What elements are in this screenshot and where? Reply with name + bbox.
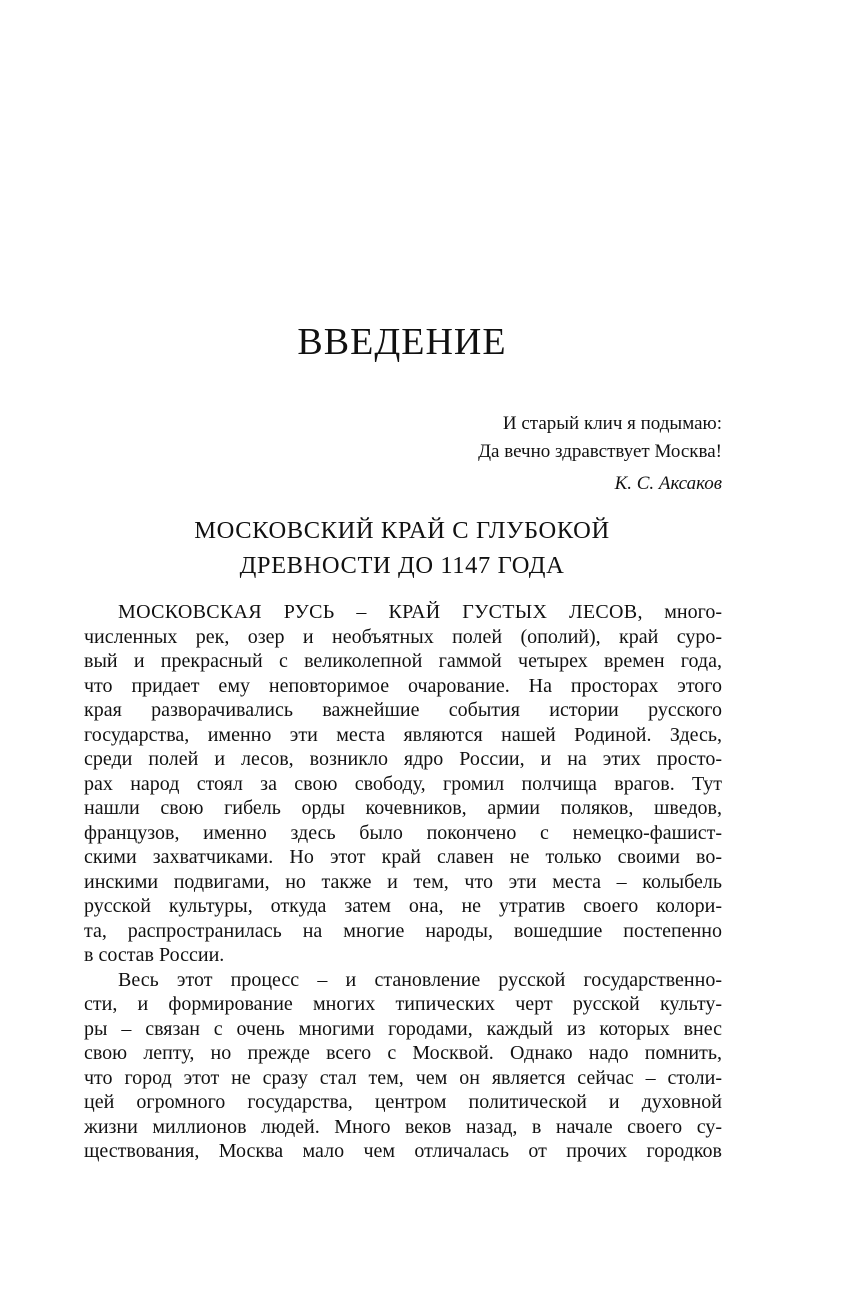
paragraph-line — [84, 600, 722, 625]
paragraph-line: что город этот не сразу стал тем, чем он является сейчас – столи- — [84, 1066, 722, 1089]
paragraph-line: края разворачивались важнейшие события истории русского — [84, 699, 722, 721]
chapter-title: ВВЕДЕНИЕ — [297, 321, 507, 363]
paragraph-line: Весь этот процесс – и становление русской государственно- — [118, 968, 722, 991]
paragraph-line: нашли свою гибель орды кочевников, армии поляков, шведов, — [84, 797, 722, 819]
paragraph-line: инскими подвигами, но также и тем, что эти места – колыбель — [84, 870, 722, 893]
paragraph-line: ществования, Москва мало чем отличалась от прочих городков — [84, 1140, 722, 1162]
paragraph-line: скими захватчиками. Но этот край славен не только своими во- — [84, 846, 722, 868]
paragraph-line-rest: много- — [642, 601, 722, 623]
body-text — [84, 600, 722, 1164]
paragraph-line: русской культуры, откуда затем она, не утратив своего колори- — [84, 895, 722, 917]
epigraph-line: И старый клич я подымаю: — [502, 413, 722, 434]
section-title-line: ДРЕВНОСТИ ДО 1147 ГОДА — [239, 552, 565, 579]
paragraph-line: свою лепту, но прежде всего с Москвой. Однако надо помнить, — [84, 1042, 722, 1064]
paragraph-line: французов, именно здесь было покончено с немецко-фашист- — [84, 821, 722, 844]
paragraph-line: цей огромного государства, центром политической и духовной — [84, 1091, 722, 1113]
section-title — [0, 513, 804, 583]
paragraph-line: та, распространилась на многие народы, вошедшие постепенно — [84, 919, 722, 942]
epigraph — [478, 410, 722, 498]
epigraph-line: Да вечно здравствует Москва! — [478, 441, 722, 462]
paragraph-line: вый и прекрасный с великолепной гаммой четырех времен года, — [84, 650, 722, 672]
paragraph-line: государства, именно эти места являются нашей Родиной. Здесь, — [84, 723, 722, 746]
paragraph-line: среди полей и лесов, возникло ядро России, и на этих просто- — [84, 748, 722, 770]
paragraph-line: жизни миллионов людей. Много веков назад, в начале своего су- — [84, 1115, 722, 1138]
paragraph-line: сти, и формирование многих типических черт русской культу- — [84, 993, 722, 1015]
paragraph-line: рах народ стоял за свою свободу, громил полчища врагов. Тут — [84, 772, 722, 795]
paragraph-line: численных рек, озер и необъятных полей (ополий), край суро- — [84, 625, 722, 648]
paragraph-line: в состав России. — [84, 944, 225, 966]
paragraph-line: ры – связан с очень многими городами, каждый из которых внес — [84, 1017, 722, 1040]
paragraph-lead: МОСКОВСКАЯ РУСЬ – КРАЙ ГУСТЫХ ЛЕСОВ, — [118, 601, 643, 623]
section-title-line: МОСКОВСКИЙ КРАЙ С ГЛУБОКОЙ — [194, 517, 610, 544]
paragraph-line: что придает ему неповторимое очарование. На просторах этого — [84, 674, 722, 697]
epigraph-author: К. С. Аксаков — [614, 473, 722, 494]
